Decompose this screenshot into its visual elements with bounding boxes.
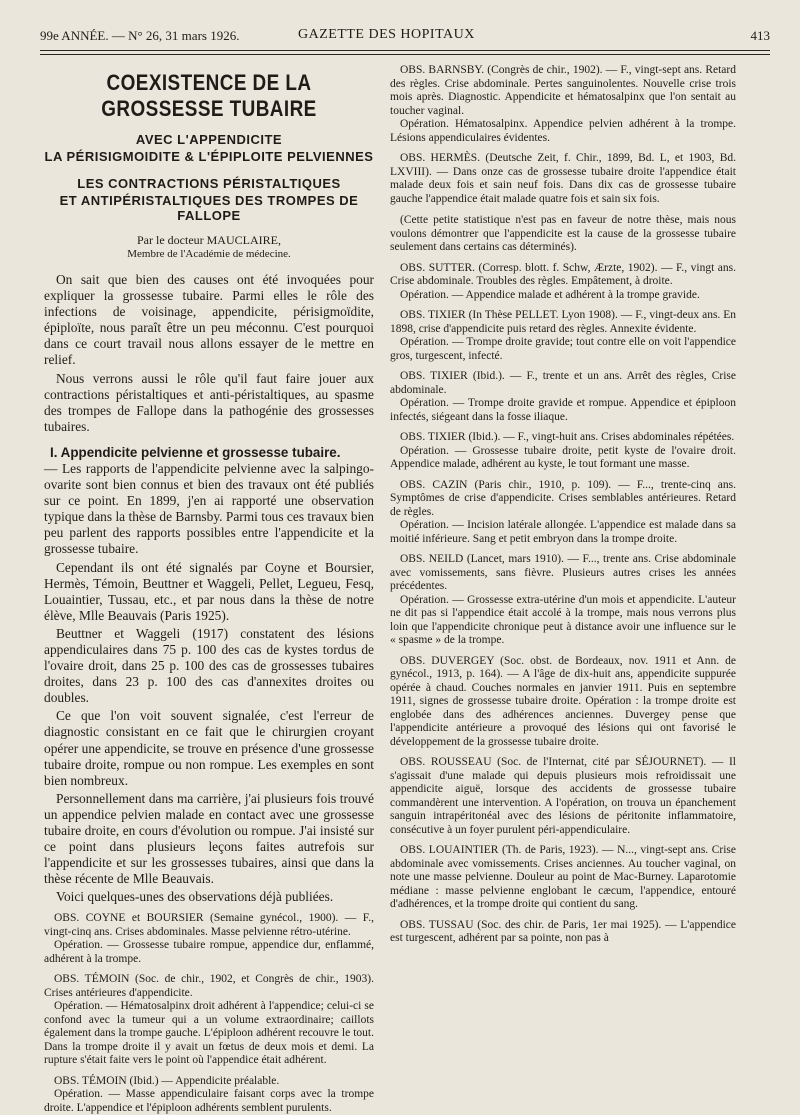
observation (390, 309, 736, 363)
observation (390, 262, 736, 303)
observation (390, 655, 736, 750)
observation (390, 64, 736, 145)
observation-text: Opération. — Grossesse extra-utérine d'un mois et appendicite. L'auteur ne dit pas si l'appendice était accolé à la trompe, mais nous verrons plus loin que l'appendicite chronique peut à distance avoir une influence sur le « spasme » de la trompe. (390, 593, 736, 646)
observation-text: Opération. — Trompe droite gravide et rompue. Appendice et épiploon infectés, siégeant dans la fosse iliaque. (390, 397, 736, 423)
observation-text: OBS. TUSSAU (Soc. des chir. de Paris, 1er mai 1925). — L'appendice est turgescent, adhérent par sa pointe, non pas à (390, 918, 736, 944)
right-column (390, 64, 736, 946)
paragraph: — Les rapports de l'appendicite pelvienne avec la salpingo-ovarite sont bien connus et bien des travaux ont été publiés sur ce point. En 1899, j'en ai rapporté une observation typique dans la thèse de Barnsby. Parmi tous ces travaux bien peu parlent des rapports possibles entre l'appendicite et la grossesse tubaire. (44, 460, 374, 557)
observation-text: Opération. — Incision latérale allongée. L'appendice est malade dans sa moitié inférieure. Sang et petit embryon dans la trompe droite. (390, 519, 736, 545)
paragraph: Nous verrons aussi le rôle qu'il faut faire jouer aux contractions péristaltiques et anti-péristaltiques, au spasme des trompes de Fallope dans la pathogénie des grossesses tubaires. (44, 370, 374, 434)
paragraph: On sait que bien des causes ont été invoquées pour expliquer la grossesse tubaire. Parmi elles le rôle des infections de voisinage, appendicite, périsigmoïdite, épiploïte, nous paraît être un peu méconnu. C'est pourquoi dans ce court travail nous allons essayer de le mettre en relief. (44, 272, 374, 368)
observation-text: OBS. LOUAINTIER (Th. de Paris, 1923). — N..., vingt-sept ans. Crise abdominale avec vomissements. Crises anciennes. Au toucher vaginal, on note une masse pelvienne. Douleur au point de Mac-Burney. Laparotomie médiane : masse pelvienne englobant le cæcum, l'appendice, entouré d'adhérences, et la trompe droite qui contient du sang. (390, 844, 736, 910)
observation (390, 479, 736, 547)
page-number: 413 (750, 28, 770, 43)
article-subtitle-2: LA PÉRISIGMOIDITE & L'ÉPIPLOITE PELVIENNES (44, 149, 374, 164)
paragraph: Cependant ils ont été signalés par Coyne et Boursier, Hermès, Témoin, Beuttner et Waggeli, Pellet, Legueu, Fesq, Louaintier, Tussau, etc., et par nous dans la thèse de notre élève, Mlle Beauvais (Paris 1925). (44, 559, 374, 623)
observation-text: Opération. — Hématosalpinx droit adhérent à l'appendice; celui-ci se confond avec la tumeur qui a un volume extraordinaire; caillots également dans la trompe gauche. L'épiploon adhérent recouvre le tout. Dans la trompe droite il y avait un fœtus de deux mois et demi. La rupture s'était faite vers le point où l'appendice était adhérent. (44, 1000, 374, 1067)
paragraph: Personnellement dans ma carrière, j'ai plusieurs fois trouvé un appendice pelvien malade en contact avec une grossesse tubaire droite, en cours d'évolution ou rompue. J'ai insisté sur ce point dans plusieurs leçons faites autrefois sur l'appendicite et sur les grossesses tubaires, ainsi que dans la thèse récente de Mlle Beauvais. (44, 790, 374, 887)
header-rule-top (40, 50, 770, 51)
observation-text: OBS. BARNSBY. (Congrès de chir., 1902). — F., vingt-sept ans. Retard des règles. Crise abdominale. Pertes sanguinolentes. Nouvelle crise trois mois après. Diagnostic. Appendicite et hématosalpinx que l'on sentait au toucher vaginal. (390, 64, 736, 117)
observation-text: OBS. TIXIER (In Thèse PELLET. Lyon 1908). — F., vingt-deux ans. En 1898, crise d'appendicite puis retard des règles. Annexite évidente. (390, 309, 736, 335)
observation-text: OBS. HERMÈS. (Deutsche Zeit, f. Chir., 1899, Bd. L, et 1903, Bd. LXVIII). — Dans onze cas de grossesse tubaire droite l'appendice était malade deux fois et sain neuf fois. Dans dix cas de grossesse tubaire gauche l'appendice était malade quatre fois et sain six fois. (390, 152, 736, 205)
observation-text: OBS. NEILD (Lancet, mars 1910). — F..., trente ans. Crise abdominale avec vomissements, sans fièvre. Plusieurs autres crises les années précédentes. (390, 553, 736, 592)
left-column (44, 66, 374, 1115)
observation-text: OBS. TÉMOIN (Ibid.) — Appendicite préalable. (54, 1074, 280, 1087)
article-subtitle-4: ET ANTIPÉRISTALTIQUES DES TROMPES DE FALLOPE (59, 193, 359, 223)
observation-text: Opération. — Grossesse tubaire droite, petit kyste de l'ovaire droit. Appendice malade, adhérent au kyste, le tout formant une masse. (390, 444, 736, 470)
observation-text: OBS. CAZIN (Paris chir., 1910, p. 109). — F..., trente-cinq ans. Symptômes de crise d'appendicite. Crises semblables antérieures. Retard de règles. (390, 478, 736, 518)
header-rule-bottom (40, 54, 770, 55)
observation-text: OBS. ROUSSEAU (Soc. de l'Internat, cité par SÉJOURNET). — Il s'agissait d'une malade qui depuis plusieurs mois refroidissait une appendicite aiguë, lorsque des accidents de grossesse tubaire commandèrent une intervention. A l'opération, on trouva un épanchement sanguin intrapéritonéal avec des lésions de péritonite inflammatoire, consécutive à un foyer purulent péri-appendiculaire. (390, 756, 736, 836)
issue-info: 99e ANNÉE. — N° 26, 31 mars 1926. (40, 28, 240, 43)
observation (390, 553, 736, 648)
observation-text: Opération. — Trompe droite gravide; tout contre elle on voit l'appendice gros, turgescent, infecté. (390, 336, 736, 362)
observation (44, 1075, 374, 1115)
journal-title: GAZETTE DES HOPITAUX (298, 27, 475, 42)
observation (390, 919, 736, 946)
observation (390, 152, 736, 206)
paragraph: Beuttner et Waggeli (1917) constatent des lésions appendiculaires dans 75 p. 100 des cas de kystes tordus de l'ovaire droit, dans 25 p. 100 des cas de grossesses tubaires droites, dans 23 p. 100 des cas d'annexites droites ou doubles. (44, 625, 374, 706)
running-header (40, 22, 770, 48)
observation-text: Opération. Hématosalpinx. Appendice pelvien adhérent à la trompe. Lésions appendiculaires évidentes. (390, 118, 736, 144)
observation (390, 431, 736, 472)
observation (390, 844, 736, 912)
observation-text: OBS. SUTTER. (Corresp. blott. f. Schw, Ærzte, 1902). — F., vingt ans. Crise abdominale. Troubles des règles. Empâtement, à droite. (390, 261, 736, 287)
author-role: Membre de l'Académie de médecine. (127, 248, 291, 260)
paragraph: Voici quelques-unes des observations déjà publiées. (56, 889, 334, 905)
editorial-note: (Cette petite statistique n'est pas en faveur de notre thèse, mais nous voulons démontrer que l'appendicite est la cause de la grossesse tubaire seulement dans certains cas déterminés). (390, 214, 736, 253)
observation-text: OBS. TÉMOIN (Soc. de chir., 1902, et Congrès de chir., 1903). Crises antérieures d'appendicite. (44, 973, 374, 999)
observation-text: Opération. — Grossesse tubaire rompue, appendice dur, enflammé, adhérent à la trompe. (44, 939, 374, 965)
section-title: I. Appendicite pelvienne et grossesse tubaire. (50, 444, 341, 460)
observation-text: Opération. — Masse appendiculaire faisant corps avec la trompe droite. L'appendice et l'épiploon adhérents semblent purulents. (44, 1088, 374, 1114)
article-subtitle-3: LES CONTRACTIONS PÉRISTALTIQUES (77, 176, 341, 191)
observation (44, 973, 374, 1068)
observation (390, 756, 736, 837)
article-author: Par le docteur MAUCLAIRE, (137, 233, 281, 247)
article-title: COEXISTENCE DE LA GROSSESSE TUBAIRE (101, 70, 317, 121)
paragraph: Ce que l'on voit souvent signalée, c'est l'erreur de diagnostic consistant en ce fait que le chirurgien croyant opérer une appendicite, se trouve en présence d'une grossesse tubaire droite, rompue ou non rompue. Les exemples en sont bien nombreux. (44, 708, 374, 788)
observation-text: OBS. TIXIER (Ibid.). — F., trente et un ans. Arrêt des règles, Crise abdominale. (390, 370, 736, 396)
observation (44, 912, 374, 966)
observation-text: Opération. — Appendice malade et adhérent à la trompe gravide. (400, 288, 700, 301)
observation (390, 370, 736, 424)
observation-text: OBS. DUVERGEY (Soc. obst. de Bordeaux, nov. 1911 et Ann. de gynécol., 1913, p. 164). — A l'âge de dix-huit ans, appendicite suppurée opérée à chaud. Couches normales en janvier 1911. Puis en septembre 1911, signes de grossesse tubaire droite. Opération : la trompe droite est englobée dans des adhérences anciennes. Duvergey pense que l'appendicite antérieure a provoqué des lésions qui ont favorisé le développement de la grossesse tubaire droite. (390, 654, 736, 748)
observation-text: OBS. TIXIER (Ibid.). — F., vingt-huit ans. Crises abdominales répétées. (400, 431, 735, 443)
article-subtitle-1: AVEC L'APPENDICITE (135, 132, 283, 147)
observation-text: OBS. COYNE et BOURSIER (Semaine gynécol., 1900). — F., vingt-cinq ans. Crises abdominales. Masse pelvienne rétro-utérine. (44, 912, 374, 938)
